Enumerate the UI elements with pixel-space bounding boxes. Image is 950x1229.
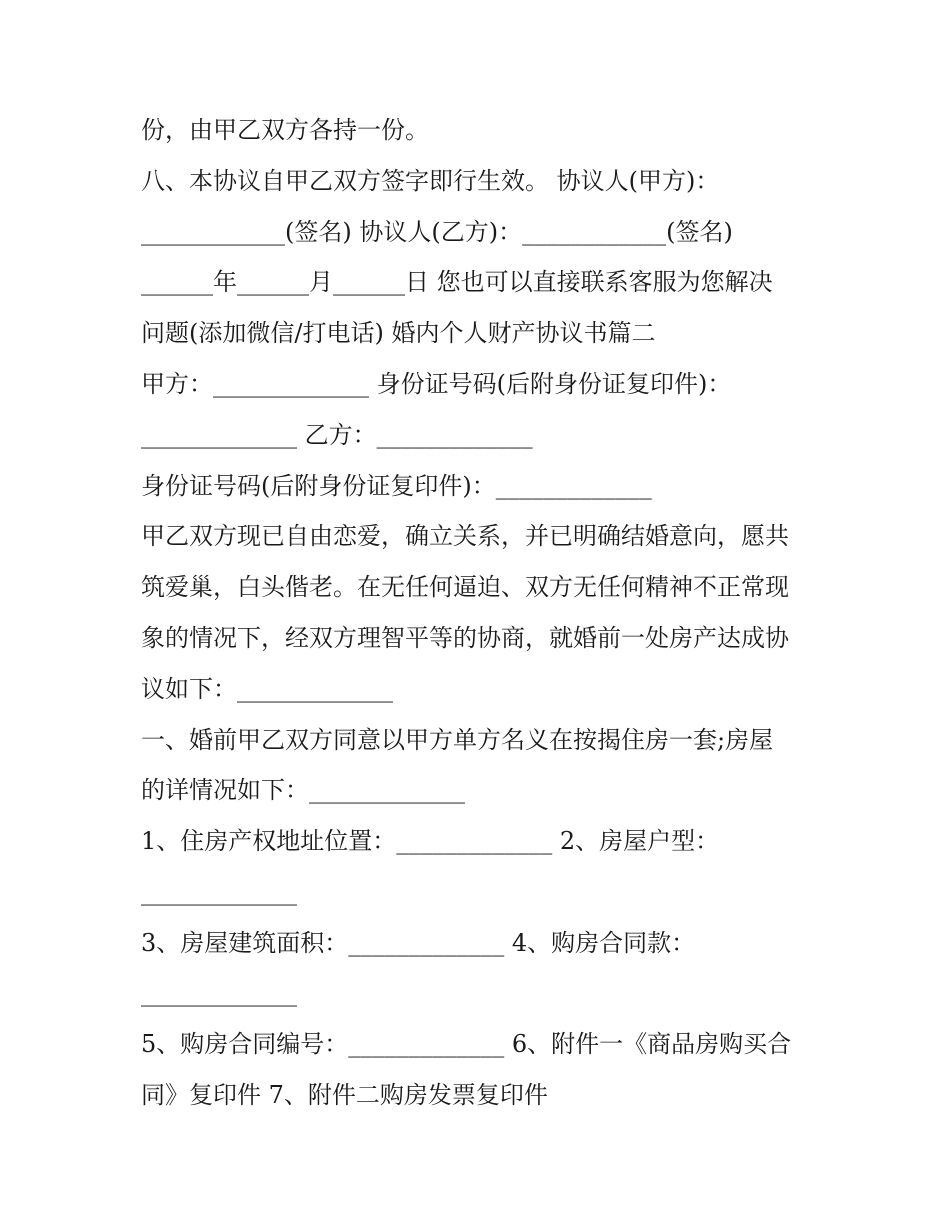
text-line: 一、婚前甲乙双方同意以甲方单方名义在按揭住房一套;房屋 — [141, 726, 774, 754]
text-line: ______年______月______日 您也可以直接联系客服为您解决 — [141, 268, 773, 296]
text-line: 同》复印件 7、附件二购房发票复印件 — [141, 1081, 548, 1109]
text-line: 身份证号码(后附身份证复印件)：_____________ — [141, 472, 652, 500]
text-line: 甲方：_____________ 身份证号码(后附身份证复印件)： — [141, 370, 732, 398]
text-line: 甲乙双方现已自由恋爱，确立关系，并已明确结婚意向，愿共 — [141, 522, 789, 550]
text-line: _____________ — [141, 979, 297, 1007]
text-line: 1、住房产权地址位置：_____________ 2、房屋户型： — [141, 827, 720, 855]
text-line: 3、房屋建筑面积：_____________ 4、购房合同款： — [141, 929, 696, 957]
text-line: _____________ — [141, 878, 297, 906]
text-line: 5、购房合同编号：_____________ 6、附件一《商品房购买合 — [141, 1030, 792, 1058]
text-line: 问题(添加微信/打电话) 婚内个人财产协议书篇二 — [141, 319, 656, 347]
text-line: _____________ 乙方：_____________ — [141, 421, 533, 449]
text-line: 象的情况下，经双方理智平等的协商，就婚前一处房产达成协 — [141, 624, 789, 652]
text-line: ____________(签名) 协议人(乙方)：____________(签名) — [141, 218, 733, 246]
text-line: 八、本协议自甲乙双方签字即行生效。 协议人(甲方)： — [141, 167, 720, 195]
text-line: 筑爱巢，白头偕老。在无任何逼迫、双方无任何精神不正常现 — [141, 573, 789, 601]
text-line: 份，由甲乙双方各持一份。 — [141, 116, 429, 144]
text-line: 议如下：_____________ — [141, 675, 393, 703]
text-line: 的详情况如下：_____________ — [141, 776, 465, 804]
